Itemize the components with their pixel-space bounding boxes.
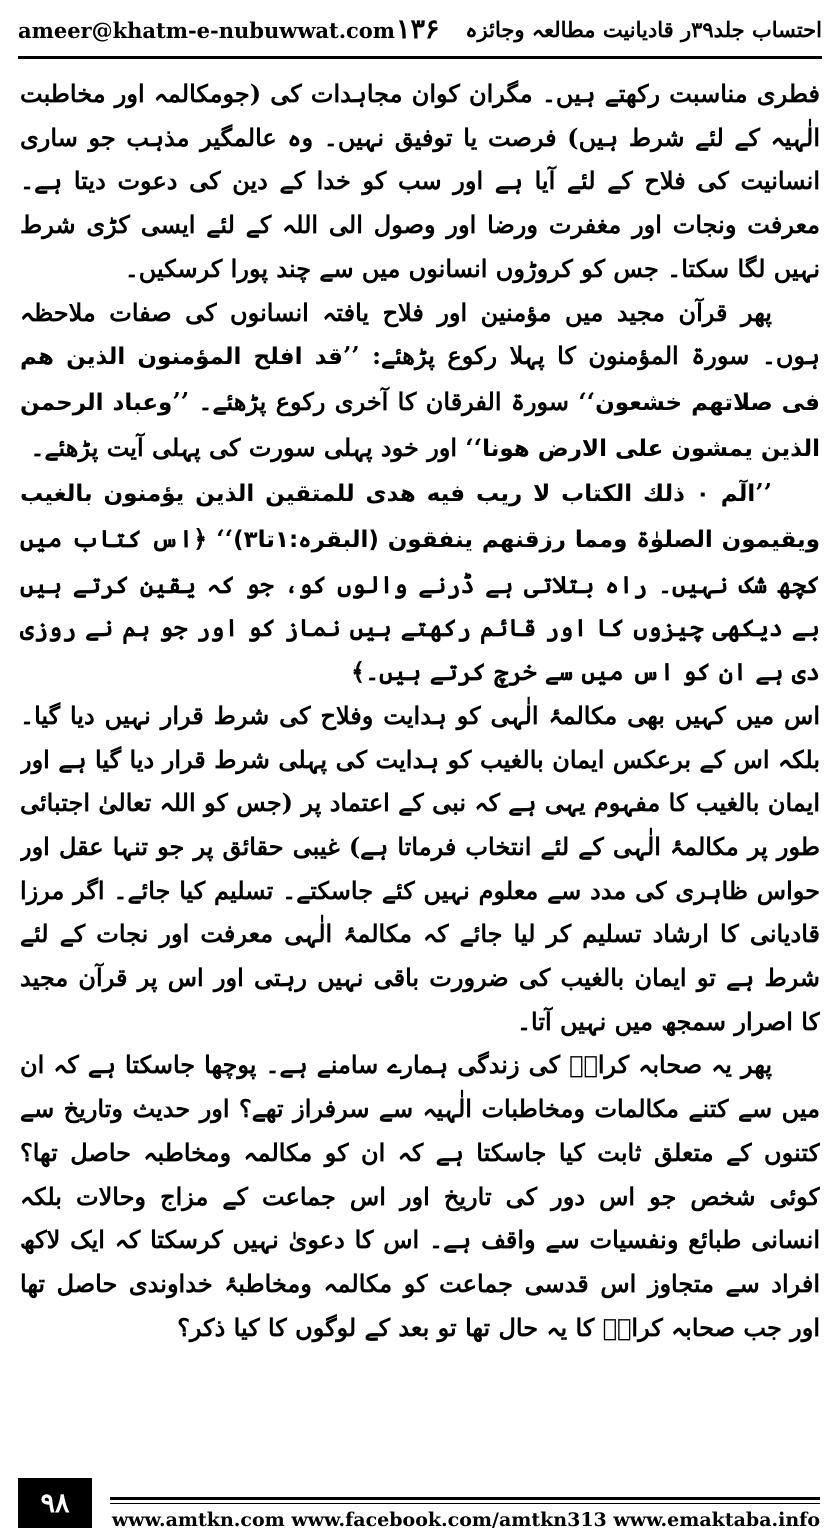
- paragraph-3: [20, 471, 820, 694]
- paragraph-2: [20, 291, 820, 472]
- paragraph-2-text-b: ‘‘ سورۃ الفرقان کا آخری رکوع پڑھئے۔ ’’: [172, 386, 596, 416]
- header-title: احتساب جلد۳۹ر قادیانیت مطالعہ وجائزہ: [465, 17, 822, 42]
- page-header: [18, 14, 822, 50]
- paragraph-4: اس میں کہیں بھی مکالمۂ الٰہی کو ہدایت وفلاح کی شرط قرار نہیں دیا گیا۔ بلکہ اس کے برعکس ایمان بالغیب کو ہدایت کی پہلی شرط قرار دیا گیا ہے اور ایمان بالغیب کا مفہوم یہی ہے کہ نبی کے اعتماد پر (جس کو اللہ تعالیٰ اجتبائی طور پر مکالمۂ الٰہی کے لئے انتخاب فرماتا ہے) غیبی حقائق پر جو تنہا عقل اور حواس ظاہری کی مدد سے معلوم نہیں کئے جاسکتے۔ تسلیم کیا جائے۔ اگر مرزا قادیانی کا ارشاد تسلیم کر لیا جائے کہ مکالمۂ الٰہی معرفت اور نجات کے لئے شرط ہے تو ایمان بالغیب کی ضرورت باقی نہیں رہتی اور اس پر قرآن مجید کا اصرار سمجھ میں نہیں آتا۔: [20, 700, 820, 1036]
- header-page-number: ۱۳۶: [396, 14, 440, 45]
- quran-quote-3: الٓم ۰ ذلك الکتاب لا ریب فیه ھدی للمتقین الذین یؤمنون بالغیب ویقیمون الصلوٰۃ ومما رزقنھم ینفقون (البقرہ:۱تا۳): [20, 481, 820, 554]
- header-rule: [18, 56, 822, 59]
- paragraph-3-open-quote: ’’: [755, 478, 772, 508]
- page-body: [20, 72, 820, 1446]
- footer-page-number: ۹۸: [18, 1478, 92, 1528]
- paragraph-5: پھر یہ صحابہ کرامؓ کی زندگی ہمارے سامنے ہے۔ پوچھا جاسکتا ہے کہ ان میں سے کتنے مکالمات ومخاطبات الٰہیہ سے سرفراز تھے؟ اور حدیث وتاریخ سے کتنوں کے متعلق ثابت کیا جاسکتا ہے کہ ان کو مکالمہ ومخاطبہ حاصل تھا؟ کوئی شخص جو اس دور کی تاریخ اور اس جماعت کے مزاج وحالات بلکہ انسانی طبائع ونفسیات سے واقف ہے۔ اس کا دعویٰ نہیں کرسکتا کہ ایک لاکھ افراد سے متجاوز اس قدسی جماعت کو مکالمہ ومخاطبۂ خداوندی حاصل تھا اور جب صحابہ کرامؓ کا یہ حال تھا تو بعد کے لوگوں کا کیا ذکر؟: [20, 1050, 820, 1342]
- footer-rule: [110, 1497, 820, 1500]
- footer-rule-thin: [110, 1503, 820, 1504]
- paragraph-2-text: پھر قرآن مجید میں مؤمنین اور فلاح یافتہ انسانوں کی صفات ملاحظہ ہوں۔ سورۃ المؤمنون کا پہلا رکوع پڑھئے: ’’: [20, 297, 820, 371]
- paragraph-3-text: ‘‘ ﴿اس کتاب میں کچھ شک نہیں۔ راہ بتلاتی ہے ڈرنے والوں کو، جو کہ یقین کرتے ہیں بے دیکھی چیزوں کا اور قائم رکھتے ہیں نماز کو اور جو ہم نے روزی دی ہے ان کو اس میں سے خرچ کرتے ہیں۔﴾: [20, 524, 820, 687]
- quran-quote-1: قد افلح المؤمنون الذین ھم فی صلاتھم خشعون: [20, 344, 820, 416]
- paragraph-2-text-c: ‘‘ اور خود پہلی سورت کی پہلی آیت پڑھئے۔: [30, 432, 483, 462]
- quran-quote-2: وعباد الرحمن الذین یمشون علی الارض ھونا: [20, 389, 820, 462]
- paragraph-1: فطری مناسبت رکھتے ہیں۔ مگران کوان مجاہدات کی (جومکالمہ اور مخاطبت الٰہیہ کے لئے شرط ہیں) فرصت یا توفیق نہیں۔ وہ عالمگیر مذہب جو ساری انسانیت کی فلاح کے لئے آیا ہے اور سب کو خدا کے دین کی دعوت دیتا ہے۔ معرفت ونجات اور مغفرت ورضا اور وصول الی اللہ کے لئے ایسی کڑی شرط نہیں لگا سکتا۔ جس کو کروڑوں انسانوں میں سے چند پورا کرسکیں۔: [20, 79, 820, 283]
- header-email: ameer@khatm-e-nubuwwat.com: [18, 18, 396, 43]
- footer-links: www.amtkn.com www.facebook.com/amtkn313 www.emaktaba.info: [111, 1509, 820, 1531]
